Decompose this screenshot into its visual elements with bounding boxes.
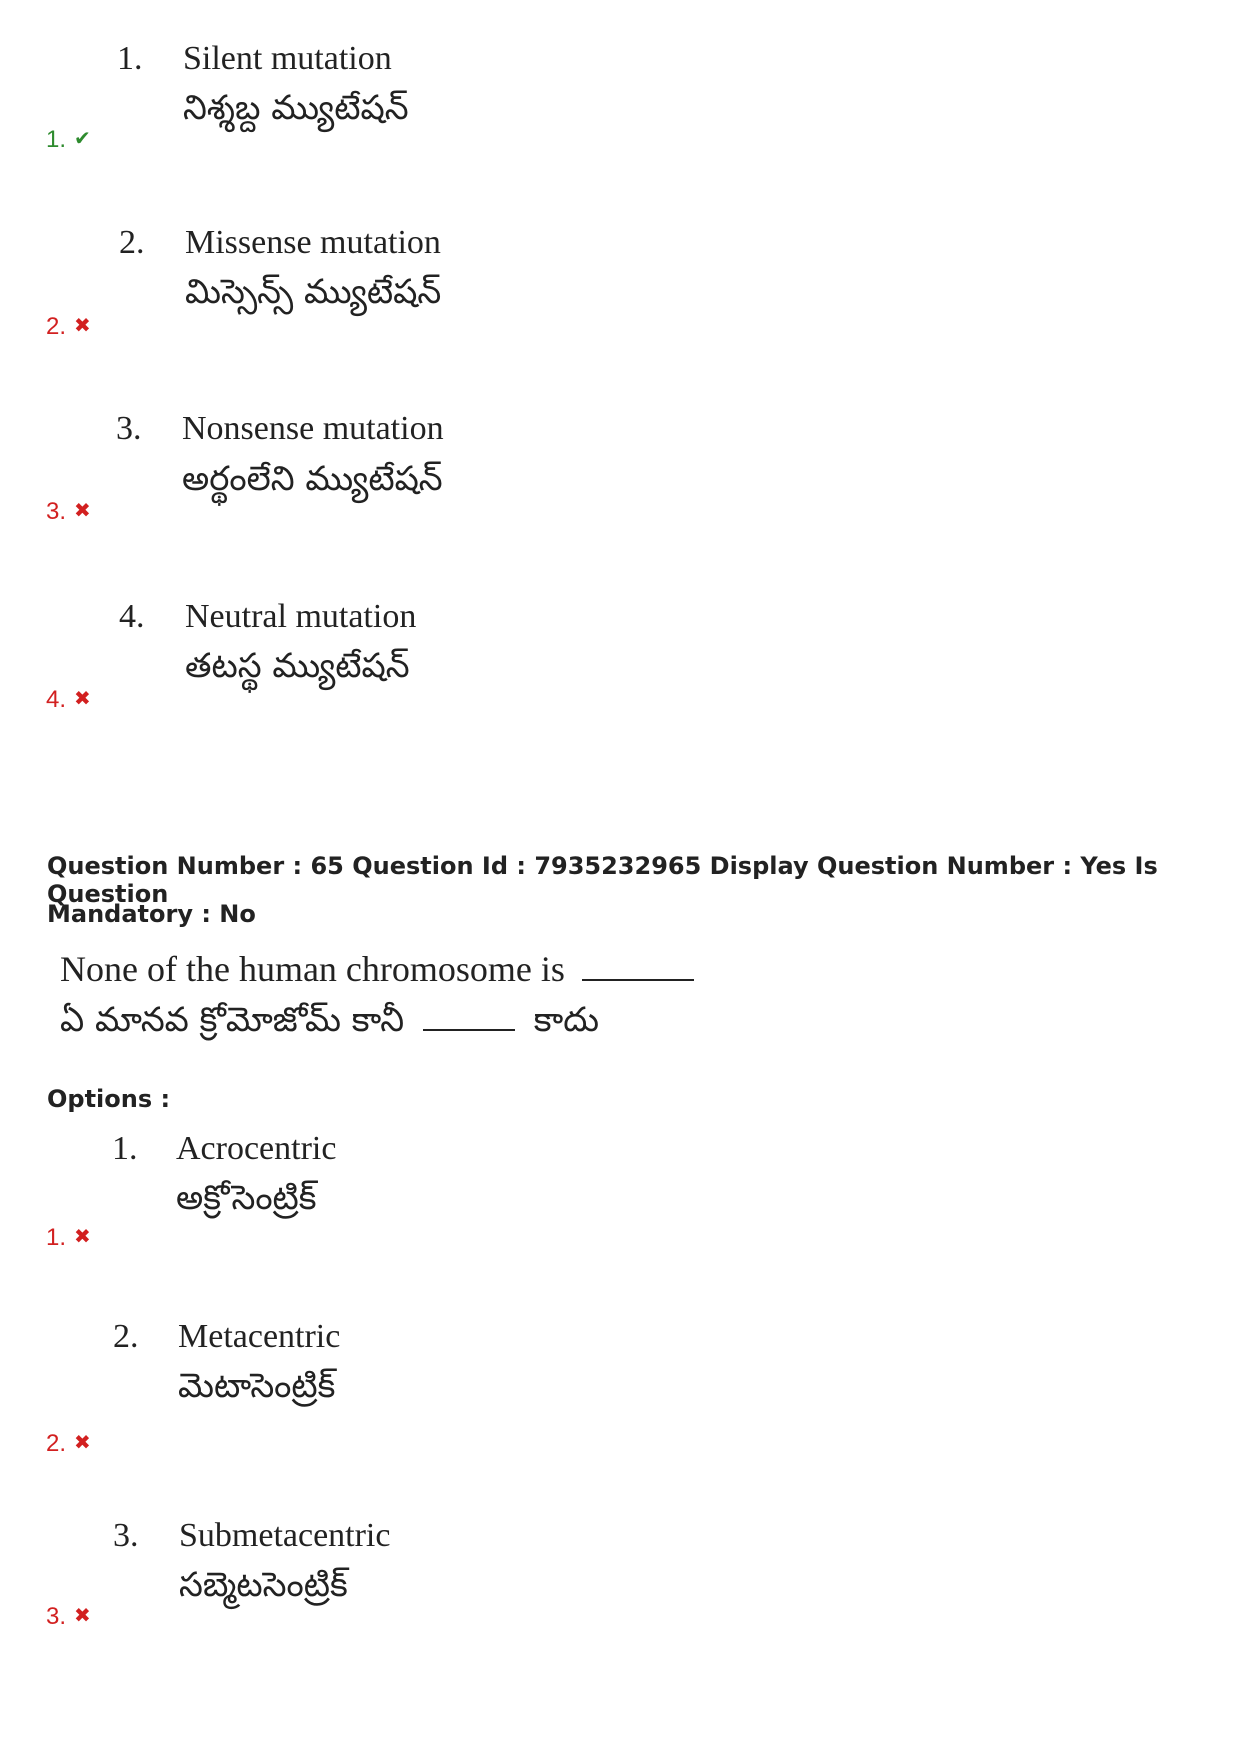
answer-blank xyxy=(582,979,694,981)
option-text-en: Neutral mutation xyxy=(185,598,417,635)
option-marker: 1. ✔ xyxy=(46,126,91,153)
option-number: 3. xyxy=(113,1517,139,1554)
option-marker: 2. ✖ xyxy=(46,1430,91,1457)
option-text-te: తటస్థ మ్యుటేషన్ xyxy=(185,646,410,686)
options-label: Options : xyxy=(47,1085,171,1113)
option-text-te: మెటాసెంట్రిక్ xyxy=(178,1366,336,1406)
question-meta-line2: Mandatory : No xyxy=(47,900,256,928)
option-text-te: అక్రోసెంట్రిక్ xyxy=(176,1178,317,1218)
answer-blank-te xyxy=(423,1029,515,1031)
option-marker: 1. ✖ xyxy=(46,1224,91,1251)
option-text-en: Nonsense mutation xyxy=(182,410,444,447)
cross-icon: ✖ xyxy=(74,688,91,710)
option-text-en: Missense mutation xyxy=(185,224,441,261)
cross-icon: ✖ xyxy=(74,315,91,337)
option-text-en: Acrocentric xyxy=(176,1130,337,1167)
option-number: 2. xyxy=(119,224,145,261)
cross-icon: ✖ xyxy=(74,1605,91,1627)
option-marker: 3. ✖ xyxy=(46,1603,91,1630)
option-text-en: Submetacentric xyxy=(179,1517,391,1554)
option-text-te: నిశ్శబ్ద మ్యుటేషన్ xyxy=(183,88,409,128)
question-text-te xyxy=(60,1000,599,1048)
option-text-en: Silent mutation xyxy=(183,40,392,77)
option-number: 2. xyxy=(113,1318,139,1355)
option-number: 4. xyxy=(119,598,145,635)
option-text-te: అర్థంలేని మ్యుటేషన్ xyxy=(182,459,443,499)
cross-icon: ✖ xyxy=(74,500,91,522)
option-text-en: Metacentric xyxy=(178,1318,341,1355)
question-meta-line1: Question Number : 65 Question Id : 7935232965 Display Question Number : Yes Is Question xyxy=(47,852,1158,908)
option-text-te: సబ్మెటసెంట్రిక్ xyxy=(179,1565,348,1605)
option-marker: 4. ✖ xyxy=(46,686,91,713)
option-number: 1. xyxy=(112,1130,138,1167)
cross-icon: ✖ xyxy=(74,1226,91,1248)
option-number: 1. xyxy=(117,40,143,77)
option-marker: 3. ✖ xyxy=(46,498,91,525)
question-te-before: ఏ మానవ క్రోమోజోమ్ కానీ xyxy=(60,1000,405,1040)
cross-icon: ✖ xyxy=(74,1432,91,1454)
question-en: None of the human chromosome is xyxy=(60,949,565,989)
option-text-te: మిస్సెన్స్ మ్యుటేషన్ xyxy=(185,272,442,312)
option-number: 3. xyxy=(116,410,142,447)
question-te-after: కాదు xyxy=(533,1000,599,1040)
question-text-en xyxy=(60,948,694,990)
check-icon: ✔ xyxy=(74,128,91,150)
option-marker: 2. ✖ xyxy=(46,313,91,340)
